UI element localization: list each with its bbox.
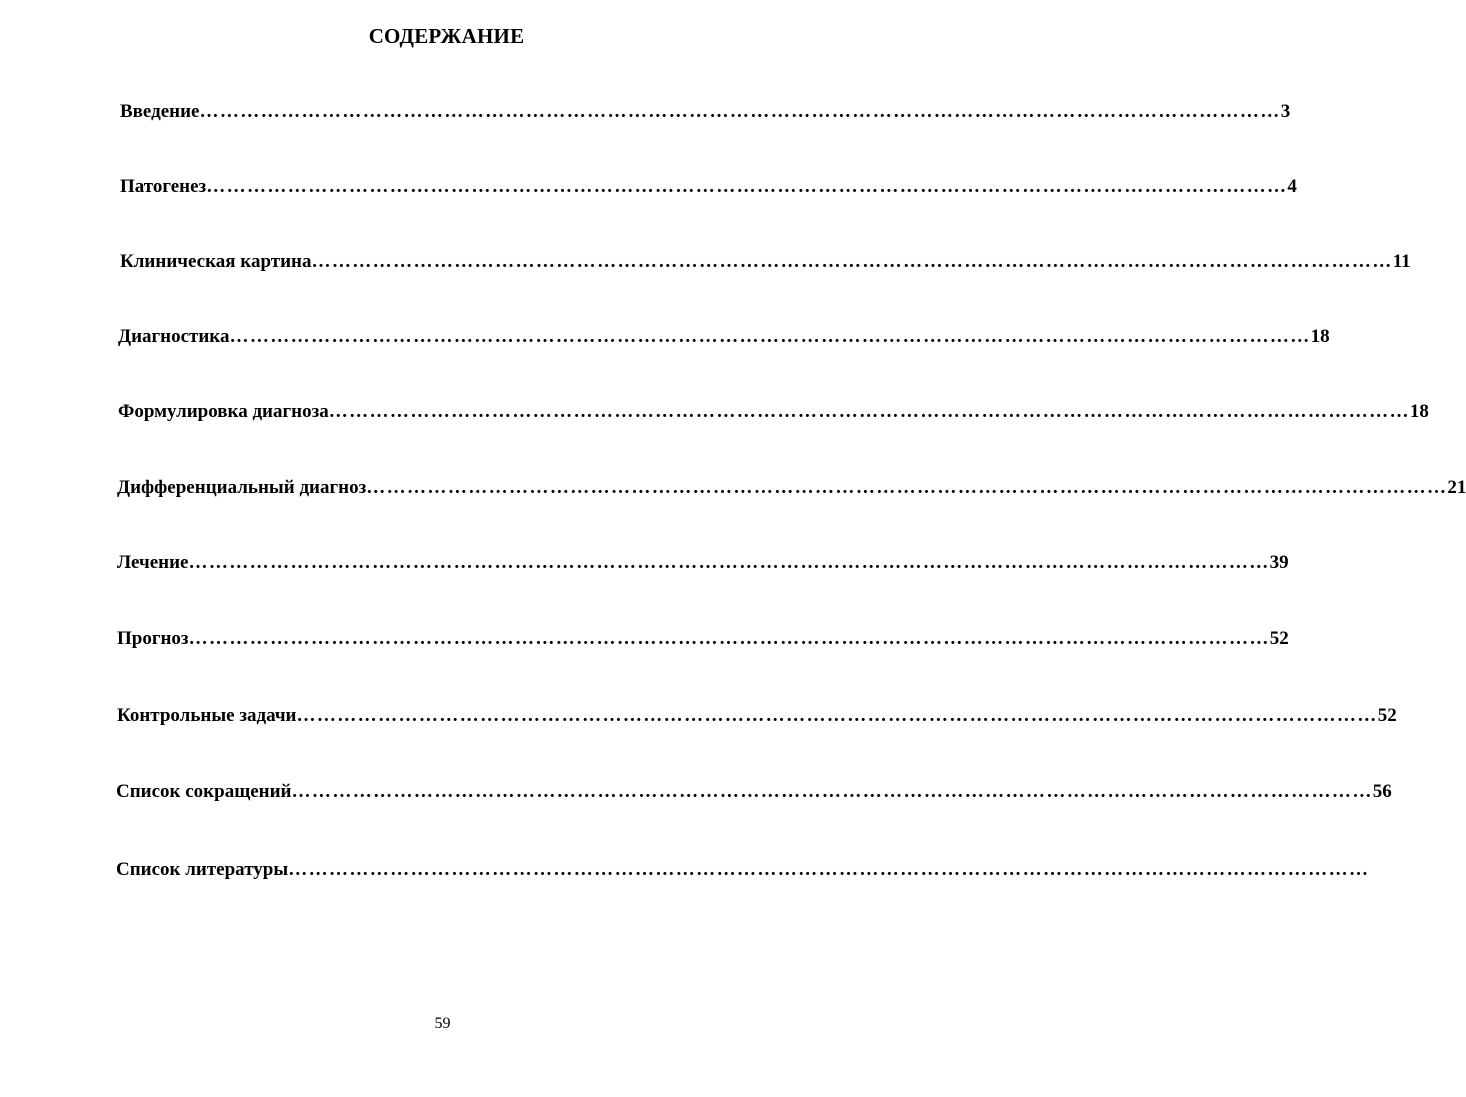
toc-entry-differential-diagnosis [117, 477, 1466, 501]
toc-entry-label: Прогноз [117, 628, 189, 649]
toc-entry-label: Список литературы [116, 859, 289, 880]
toc-dot-leader: …………………………………………………………………………………………………………………………………………… [328, 401, 1410, 422]
toc-entry-label: Патогенез [120, 176, 207, 197]
toc-entry-label: Введение [120, 101, 200, 122]
toc-entry-page: 4 [1287, 176, 1297, 197]
toc-dot-leader: …………………………………………………………………………………………………………………………………………… [311, 251, 1393, 272]
toc-entry-page: 3 [1280, 101, 1291, 122]
toc-entry-treatment [117, 552, 1289, 576]
page-number: 59 [434, 1015, 451, 1032]
toc-entry-page: 11 [1392, 251, 1411, 272]
toc-entry-references [116, 859, 1370, 883]
toc-entry-page: 52 [1269, 628, 1289, 649]
toc-entry-diagnosis-formulation [118, 401, 1429, 425]
toc-entry-diagnostics [118, 326, 1330, 350]
toc-entry-page: 56 [1372, 781, 1392, 802]
toc-entry-control-tasks [117, 705, 1397, 729]
toc-entry-label: Контрольные задачи [117, 705, 297, 726]
toc-entry-label: Список сокращений [116, 781, 292, 802]
toc-entry-pathogenesis [120, 176, 1297, 200]
toc-entry-prognosis [117, 628, 1289, 652]
toc-dot-leader: …………………………………………………………………………………………………………………………………………… [288, 859, 1370, 880]
toc-entry-abbreviations [116, 781, 1392, 805]
toc-entry-label: Дифференциальный диагноз [117, 477, 367, 498]
toc-entry-page: 21 [1447, 477, 1466, 498]
toc-entry-label: Диагностика [118, 326, 230, 347]
toc-dot-leader: …………………………………………………………………………………………………………………………………………… [188, 628, 1270, 649]
toc-entry-label: Формулировка диагноза [118, 401, 329, 422]
toc-dot-leader: …………………………………………………………………………………………………………………………………………… [229, 326, 1311, 347]
toc-entry-page: 39 [1269, 552, 1289, 573]
toc-dot-leader: …………………………………………………………………………………………………………………………………………… [296, 705, 1378, 726]
toc-entry-page: 18 [1310, 326, 1330, 347]
toc-entry-introduction [120, 101, 1291, 125]
toc-dot-leader: …………………………………………………………………………………………………………………………………………… [291, 781, 1373, 802]
toc-dot-leader: …………………………………………………………………………………………………………………………………………… [188, 552, 1270, 573]
toc-entry-label: Лечение [117, 552, 189, 573]
toc-dot-leader: …………………………………………………………………………………………………………………………………………… [206, 176, 1288, 197]
toc-entry-page: 52 [1377, 705, 1397, 726]
toc-entry-label: Клиническая картина [120, 251, 312, 272]
toc-entry-clinical-picture [120, 251, 1411, 275]
toc-dot-leader: …………………………………………………………………………………………………………………………………………… [366, 477, 1448, 498]
page-title: СОДЕРЖАНИЕ [368, 24, 525, 48]
toc-dot-leader: …………………………………………………………………………………………………………………………………………… [199, 101, 1281, 122]
toc-entry-page: 18 [1409, 401, 1429, 422]
